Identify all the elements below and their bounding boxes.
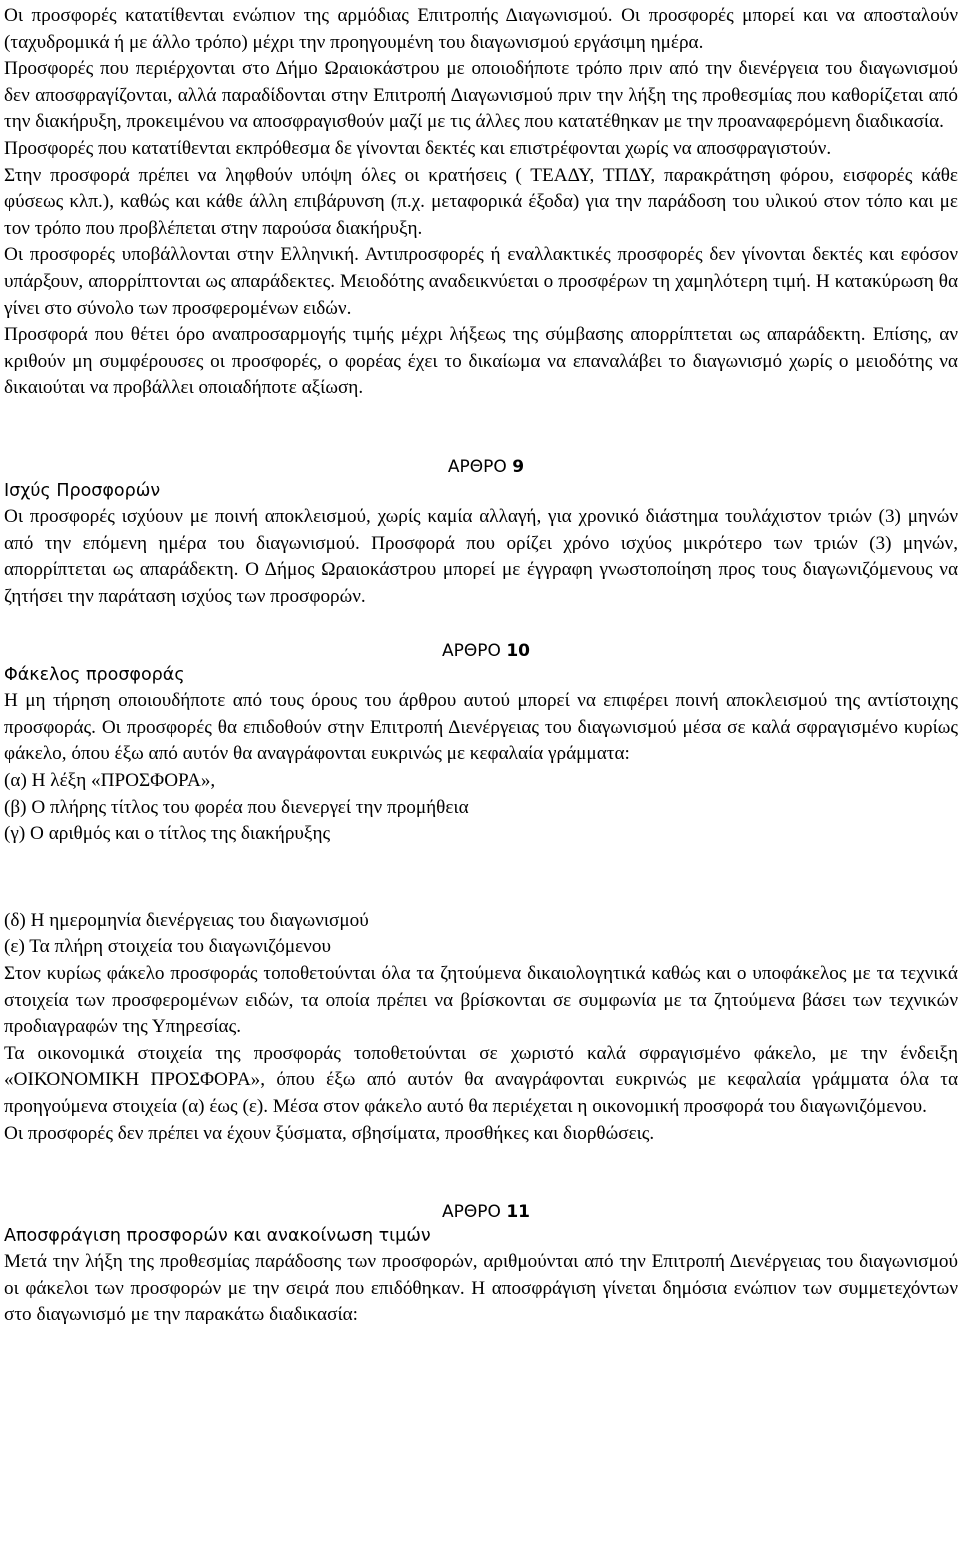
list-item: (γ) Ο αριθμός και ο τίτλος της διακήρυξης xyxy=(4,823,331,845)
paragraph: Μετά την λήξη της προθεσμίας παράδοσης των προσφορών, αριθμούνται από την Επιτροπή Διενέργειας του διαγωνισμού οι φάκελοι των προσφορών με την σειρά που επιδόθηκαν. Η αποσφράγιση γίνεται δημόσια ενώπιον των συμμετεχόντων στο διαγωνισμό με την παρακάτω διαδικασία: xyxy=(4,1251,958,1326)
article-label: ΑΡΘΡΟ xyxy=(447,456,507,477)
spacer xyxy=(4,402,958,456)
list-item: (δ) Η ημερομηνία διενέργειας του διαγωνισμού xyxy=(4,909,369,931)
spacer xyxy=(4,1147,958,1201)
paragraph: Οι προσφορές υποβάλλονται στην Ελληνική. Αντιπροσφορές ή εναλλακτικές προσφορές δεν γίνονται δεκτές και εφόσον υπάρξουν, απορρίπτονται ως απαράδεκτες. Μειοδότης αναδεικνύεται ο προσφέρων τη χαμηλότερη τιμή. Η κατακύρωση θα γίνει στο σύνολο των προσφερομένων ειδών. xyxy=(4,244,958,319)
paragraph: Στον κυρίως φάκελο προσφοράς τοποθετούνται όλα τα ζητούμενα δικαιολογητικά καθώς και ο υποφάκελος με τα τεχνικά στοιχεία των προσφερομένων ειδών, τα οποία πρέπει να βρίσκονται σε συμφωνία με τα ζητούμενα βάσει των τεχνικών προδιαγραφών της Υπηρεσίας. xyxy=(4,963,958,1038)
article-number: 10 xyxy=(506,641,530,662)
article-number: 9 xyxy=(512,456,525,477)
list-item: (α) Η λέξη «ΠΡΟΣΦΟΡΑ», xyxy=(4,770,216,792)
spacer xyxy=(4,848,958,908)
paragraph: Προσφορά που θέτει όρο αναπροσαρμογής τιμής μέχρι λήξεως της σύμβασης απορρίπτεται ως απαράδεκτη. Επίσης, αν κριθούν μη συμφέρουσες οι προσφορές, ο φορέας έχει το δικαίωμα να επαναλάβει το διαγωνισμό χωρίς ο μειοδότης να δικαιούται να προβάλλει οποιαδήποτε αξίωση. xyxy=(4,324,958,399)
section-title: Αποσφράγιση προσφορών και ανακοίνωση τιμών xyxy=(4,1226,431,1247)
list-item: (β) Ο πλήρης τίτλος του φορέα που διενεργεί την προμήθεια xyxy=(4,796,469,818)
paragraph: Οι προσφορές κατατίθενται ενώπιον της αρμόδιας Επιτροπής Διαγωνισμού. Οι προσφορές μπορεί και να αποσταλούν (ταχυδρομικά ή με άλλο τρόπο) μέχρι την προηγουμένη του διαγωνισμού εργάσιμη ημέρα. xyxy=(4,5,958,53)
article-label: ΑΡΘΡΟ xyxy=(442,1202,501,1223)
paragraph: Οι προσφορές δεν πρέπει να έχουν ξύσματα, σβησίματα, προσθήκες και διορθώσεις. xyxy=(4,1122,655,1144)
paragraph: Οι προσφορές ισχύουν με ποινή αποκλεισμού, χωρίς καμία αλλαγή, για χρονικό διάστημα τουλάχιστον τριών (3) μηνών από την επόμενη ημέρα του διαγωνισμού. Προσφορά που ορίζει χρόνο ισχύος μικρότερο των τριών (3) μηνών, απορρίπτεται ως απαράδεκτη. Ο Δήμος Ωραιοκάστρου μπορεί με έγγραφη γνωστοποίηση προς τους διαγωνιζόμενους να ζητήσει την παράταση ισχύος των προσφορών. xyxy=(4,505,958,607)
paragraph: Τα οικονομικά στοιχεία της προσφοράς τοποθετούνται σε χωριστό καλά σφραγισμένο φάκελο, με την ένδειξη «ΟΙΚΟΝΟΜΙΚΗ ΠΡΟΣΦΟΡΑ», όπου έξω από αυτόν θα αναγράφονται ευκρινώς με κεφαλαία γράμματα όλα τα προηγούμενα στοιχεία (α) έως (ε). Μέσα στον φάκελο αυτό θα περιέχεται η οικονομική προσφορά του διαγωνιζόμενου. xyxy=(4,1042,958,1117)
paragraph: Στην προσφορά πρέπει να ληφθούν υπόψη όλες οι κρατήσεις ( ΤΕΑΔΥ, ΤΠΔΥ, παρακράτηση φόρου, εισφορές κάθε φύσεως κλπ.), καθώς και κάθε άλλη επιβάρυνση (π.χ. μεταφορικά έξοδα) για την παράδοση του υλικού στον τόπο και με τον τρόπο που προβλέπεται στην παρούσα διακήρυξη. xyxy=(4,164,958,239)
paragraph: Προσφορές που περιέρχονται στο Δήμο Ωραιοκάστρου με οποιοδήποτε τρόπο πριν από την διενέργεια του διαγωνισμού δεν αποσφραγίζονται, αλλά παραδίδονται στην Επιτροπή Διαγωνισμού πριν την λήξη της προθεσμίας που καθορίζεται από την διακήρυξη, προκειμένου να αποσφραγισθούν μαζί με τις άλλες που κατατέθηκαν με την προαναφερόμενη διαδικασία. xyxy=(4,58,958,133)
article-heading xyxy=(4,1201,958,1223)
section-title: Ισχύς Προσφορών xyxy=(4,480,161,501)
paragraph: Η μη τήρηση οποιουδήποτε από τους όρους του άρθρου αυτού μπορεί να επιφέρει ποινή αποκλεισμού της αντίστοιχης προσφοράς. Οι προσφορές θα επιδοθούν στην Επιτροπή Διενέργειας του διαγωνισμού μέσα σε καλά σφραγισμένο κυρίως φάκελο, όπου έξω από αυτόν θα αναγράφονται ευκρινώς με κεφαλαία γράμματα: xyxy=(4,690,958,765)
paragraph: Προσφορές που κατατίθενται εκπρόθεσμα δε γίνονται δεκτές και επιστρέφονται χωρίς να αποσφραγιστούν. xyxy=(4,137,832,159)
section-title: Φάκελος προσφοράς xyxy=(4,665,185,686)
article-heading xyxy=(4,456,958,478)
article-heading xyxy=(4,640,958,662)
article-number: 11 xyxy=(506,1202,530,1223)
article-label: ΑΡΘΡΟ xyxy=(442,641,501,662)
list-item: (ε) Τα πλήρη στοιχεία του διαγωνιζόμενου xyxy=(4,936,331,958)
document-page xyxy=(4,3,958,1329)
spacer xyxy=(4,610,958,640)
